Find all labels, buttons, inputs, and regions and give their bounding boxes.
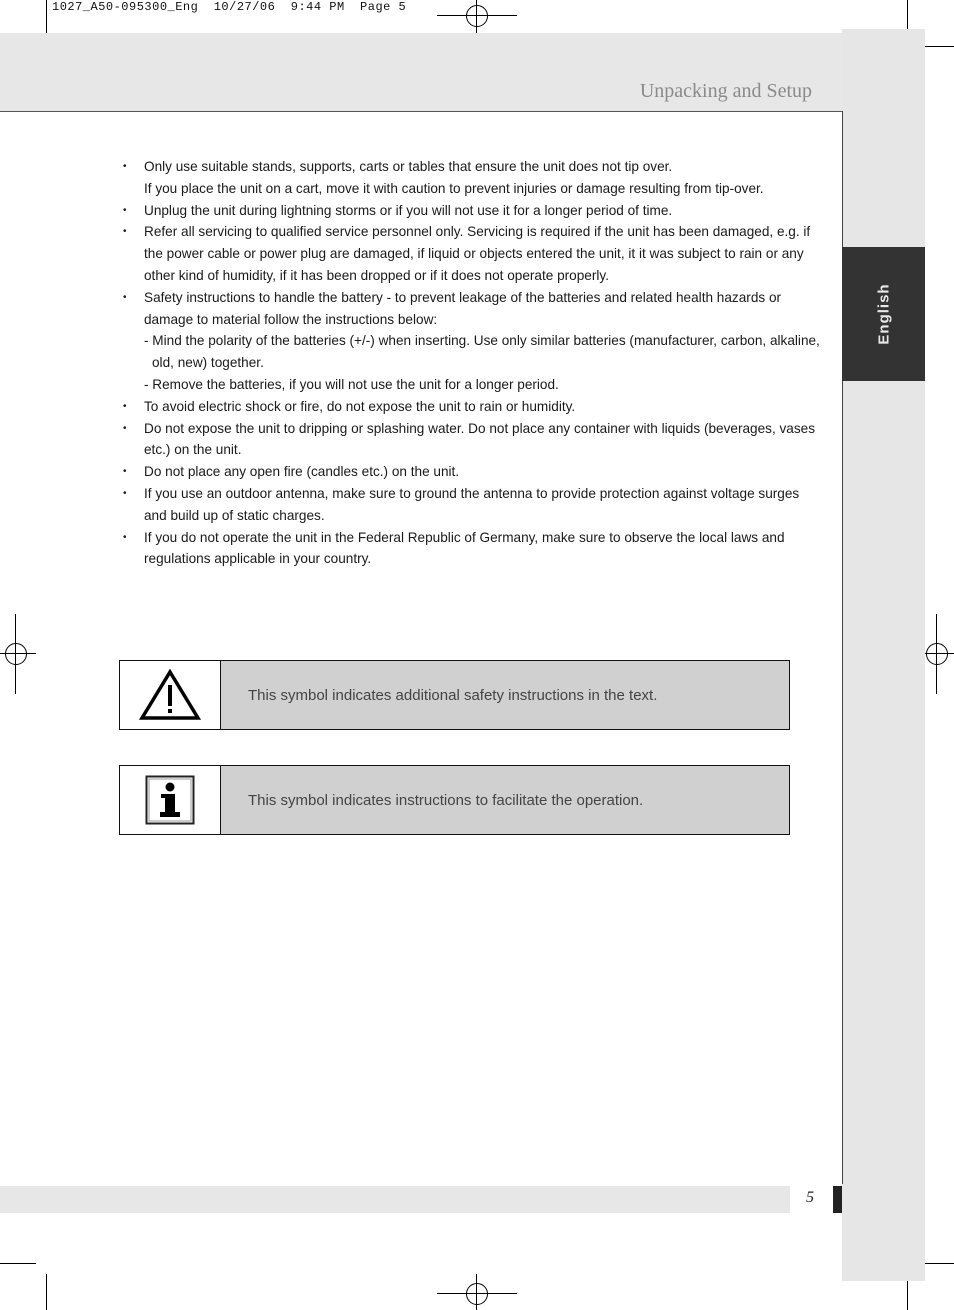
language-tab [842,247,925,381]
sub-instruction-line: old, new) together. [152,355,264,371]
notice-box-info [119,765,790,835]
bullet-marker: • [123,487,127,499]
bullet-marker: • [123,161,127,172]
bullet-marker: • [123,422,127,434]
bullet-line: Do not place any open fire (candles etc.) on the unit. [144,464,460,480]
bullet-marker: • [123,226,127,238]
notice-text: This symbol indicates additional safety instructions in the text. [221,661,789,729]
bullet-item [120,483,820,527]
language-tab-label: English [875,283,892,345]
bullet-line: If you do not operate the unit in the Federal Republic of Germany, make sure to observe the local laws and [144,529,785,545]
bullet-line: other kind of humidity, if it has been dropped or if it does not operate properly. [144,267,609,283]
page-number: 5 [806,1189,814,1206]
bullet-line: regulations applicable in your country. [144,551,372,567]
notice-box-warning [119,660,790,730]
crop-mark [0,1263,36,1264]
bullet-marker: • [123,531,127,543]
bullet-line: damage to material follow the instructions below: [144,311,438,327]
section-title: Unpacking and Setup [639,80,812,102]
page-number-marker [833,1186,842,1213]
sub-instruction-line: - Remove the batteries, if you will not use the unit for a longer period. [144,376,559,392]
bullet-marker: • [123,291,127,303]
bullet-item [120,461,820,483]
bullet-item [120,527,820,571]
side-strip [842,29,925,1281]
bullet-line: If you place the unit on a cart, move it with caution to prevent injuries or damage resulting from tip-over. [144,180,764,196]
crop-mark [46,0,47,36]
bullet-line: and build up of static charges. [144,507,325,523]
bullet-item [120,221,820,286]
bullet-marker: • [123,400,127,412]
safety-bullet-list [120,156,820,570]
sub-instruction-line: - Mind the polarity of the batteries (+/-) when inserting. Use only similar batteries (manufacturer, carbon, alkaline, [144,333,820,349]
bullet-item [120,287,820,396]
bullet-line: If you use an outdoor antenna, make sure to ground the antenna to provide protection against voltage surges [144,485,800,501]
bullet-line: Unplug the unit during lightning storms or if you will not use it for a longer period of time. [144,202,673,218]
bullet-line: Safety instructions to handle the battery - to prevent leakage of the batteries and related health hazards or [144,289,782,305]
safety-instructions [120,156,820,570]
warning-triangle-icon [139,669,201,721]
footer-band [0,1186,790,1213]
printer-slug: 1027_A50-095300_Eng 10/27/06 9:44 PM Page 5 [52,0,407,14]
bullet-line: Only use suitable stands, supports, carts or tables that ensure the unit does not tip over. [144,159,673,174]
bullet-item [120,418,820,462]
bullet-line: To avoid electric shock or fire, do not expose the unit to rain or humidity. [144,398,576,414]
bullet-line: Do not expose the unit to dripping or splashing water. Do not place any container with liquids (beverages, vases [144,420,816,436]
info-icon [145,775,195,825]
bullet-item [120,396,820,418]
bullet-item [120,156,820,200]
bullet-line: etc.) on the unit. [144,442,242,458]
bullet-line: Refer all servicing to qualified service personnel only. Servicing is required if the unit has been damaged, e.g. if [144,224,811,240]
notice-icon-cell [120,766,221,834]
bullet-marker: • [123,204,127,216]
notice-text: This symbol indicates instructions to facilitate the operation. [221,766,789,834]
notice-icon-cell [120,661,221,729]
crop-mark [46,1274,47,1310]
bullet-item [120,200,820,222]
bullet-line: the power cable or power plug are damaged, if liquid or objects entered the unit, it it was subject to rain or any [144,246,804,262]
bullet-marker: • [123,466,127,478]
